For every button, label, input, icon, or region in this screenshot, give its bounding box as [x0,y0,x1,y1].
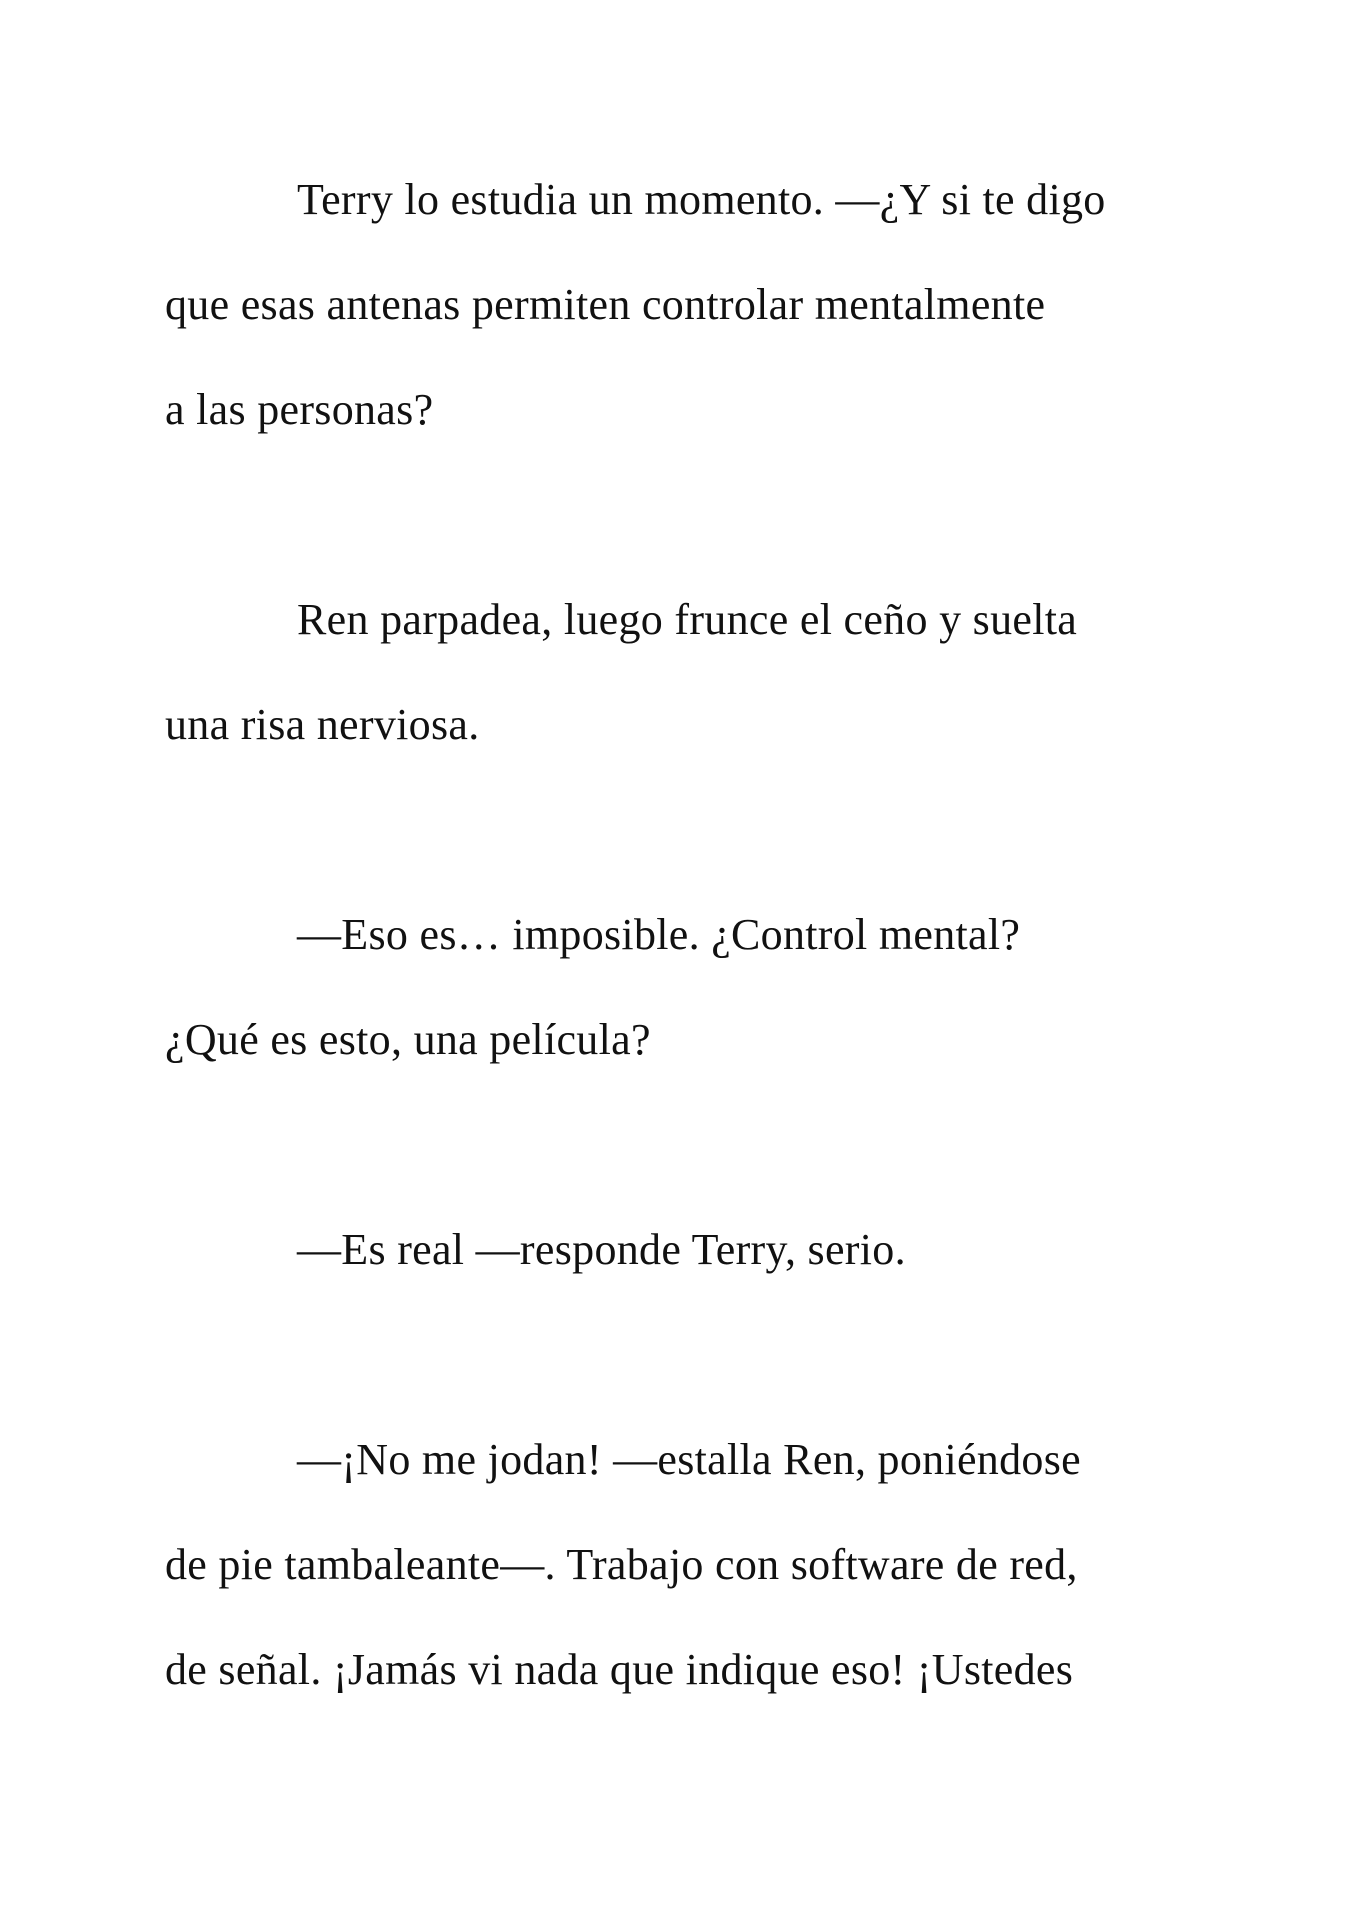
text-line: Ren parpadea, luego frunce el ceño y suelta [297,595,1078,644]
text-line: Terry lo estudia un momento. —¿Y si te digo [297,175,1106,224]
text-line: una risa nerviosa. [165,700,480,749]
paragraph-1 [165,160,1205,475]
text-line: de señal. ¡Jamás vi nada que indique eso! ¡Ustedes [165,1645,1074,1694]
text-line: —Eso es… imposible. ¿Control mental? [297,910,1021,959]
text-line: ¿Qué es esto, una película? [165,1015,651,1064]
paragraph-3 [165,895,1205,1105]
paragraph-gap [165,475,1205,580]
text-line: —Es real —responde Terry, serio. [297,1225,906,1274]
paragraph-gap [165,1315,1205,1420]
text-line: que esas antenas permiten controlar mentalmente [165,280,1046,329]
text-line: de pie tambaleante—. Trabajo con software de red, [165,1540,1078,1589]
paragraph-2 [165,580,1205,790]
paragraph-gap [165,790,1205,895]
text-line: —¡No me jodan! —estalla Ren, poniéndose [297,1435,1081,1484]
paragraph-5 [165,1420,1205,1735]
paragraph-4 [165,1210,1205,1315]
text-line: a las personas? [165,385,434,434]
paragraph-gap [165,1105,1205,1210]
body-text [165,160,1205,1735]
